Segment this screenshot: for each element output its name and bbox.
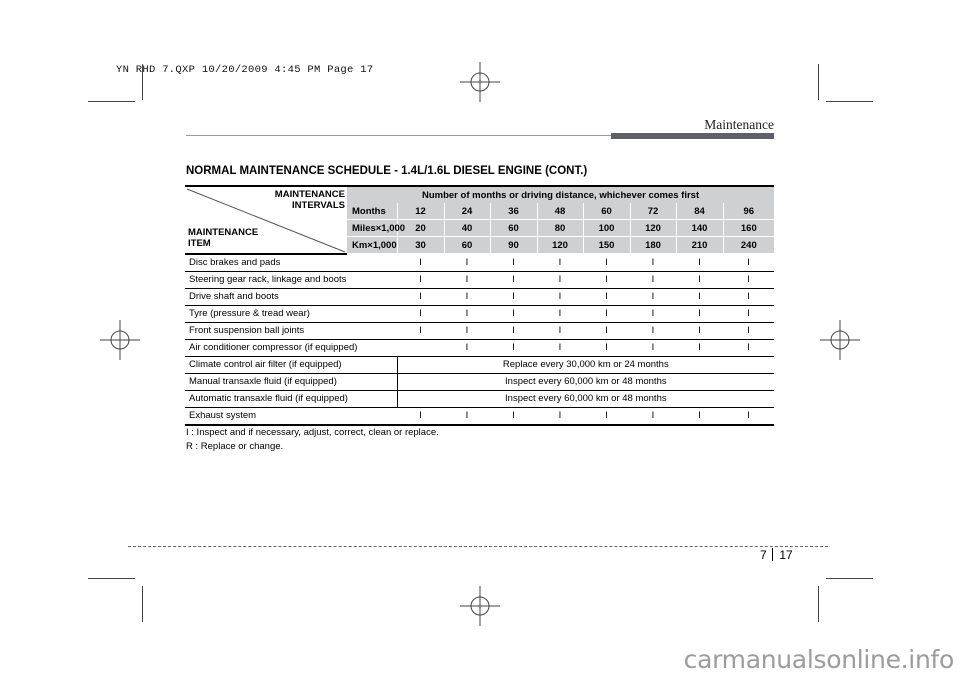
item-name: Tyre (pressure & tread wear): [185, 305, 397, 322]
miles-header-cell: 160: [723, 220, 774, 237]
corner-item-label: MAINTENANCE ITEM: [188, 226, 259, 249]
miles-header-cell: 80: [537, 220, 583, 237]
item-name: Automatic transaxle fluid (if equipped): [185, 390, 397, 407]
months-header-cell: 84: [676, 203, 723, 220]
interval-cell: I: [676, 339, 723, 356]
registration-mark-icon: [100, 320, 140, 360]
interval-cell: I: [676, 305, 723, 322]
table-title: NORMAL MAINTENANCE SCHEDULE - 1.4L/1.6L DIESEL ENGINE (CONT.): [186, 165, 588, 177]
interval-cell: I: [676, 254, 723, 272]
interval-cell: I: [490, 407, 537, 425]
km-header-cell: 150: [583, 237, 630, 254]
table-row: [185, 373, 774, 390]
interval-cell: I: [444, 271, 490, 288]
interval-cell: I: [676, 271, 723, 288]
item-name: Manual transaxle fluid (if equipped): [185, 373, 397, 390]
registration-mark-icon: [460, 586, 500, 626]
crop-mark: [826, 101, 873, 102]
table-row: [185, 254, 774, 272]
miles-header-cell: 120: [630, 220, 676, 237]
interval-cell: I: [537, 254, 583, 272]
interval-cell: I: [723, 288, 774, 305]
interval-cell: I: [723, 271, 774, 288]
km-label: Km×1,000: [347, 237, 397, 254]
km-header-cell: 90: [490, 237, 537, 254]
crop-mark: [88, 101, 135, 102]
interval-cell: I: [490, 305, 537, 322]
legend-item: I : Inspect and if necessary, adjust, correct, clean or replace.: [186, 427, 439, 438]
item-name: Front suspension ball joints: [185, 322, 397, 339]
page-separator: [772, 548, 773, 561]
interval-cell: I: [723, 322, 774, 339]
interval-cell: I: [444, 407, 490, 425]
miles-header-cell: 40: [444, 220, 490, 237]
legend-item: R : Replace or change.: [186, 441, 284, 452]
interval-cell: I: [444, 322, 490, 339]
table-row: [185, 271, 774, 288]
item-name: Air conditioner compressor (if equipped): [185, 339, 397, 356]
interval-cell: I: [397, 271, 444, 288]
interval-cell: I: [537, 407, 583, 425]
interval-cell: I: [397, 288, 444, 305]
item-name: Drive shaft and boots: [185, 288, 397, 305]
months-header-cell: 72: [630, 203, 676, 220]
table-row: [185, 322, 774, 339]
months-label: Months: [347, 203, 397, 220]
interval-cell: I: [676, 322, 723, 339]
interval-cell: I: [490, 288, 537, 305]
interval-cell: I: [630, 305, 676, 322]
km-header-cell: 240: [723, 237, 774, 254]
interval-cell: I: [537, 339, 583, 356]
interval-cell: I: [397, 254, 444, 272]
months-header-cell: 60: [583, 203, 630, 220]
interval-cell: I: [676, 407, 723, 425]
km-header-cell: 60: [444, 237, 490, 254]
interval-cell: I: [676, 288, 723, 305]
table-row: [185, 356, 774, 373]
interval-cell: I: [490, 271, 537, 288]
km-header-cell: 210: [676, 237, 723, 254]
interval-note: Inspect every 60,000 km or 48 months: [397, 390, 774, 407]
page-chapter: 7: [760, 548, 767, 562]
table-row: [185, 288, 774, 305]
table-row: [185, 407, 774, 425]
crop-mark: [818, 586, 819, 622]
interval-cell: I: [537, 305, 583, 322]
interval-cell: I: [723, 305, 774, 322]
registration-mark-icon: [820, 320, 860, 360]
interval-cell: I: [397, 305, 444, 322]
interval-cell: I: [490, 322, 537, 339]
km-header-cell: 120: [537, 237, 583, 254]
interval-cell: I: [537, 271, 583, 288]
months-header-cell: 96: [723, 203, 774, 220]
miles-header-cell: 20: [397, 220, 444, 237]
interval-cell: I: [630, 288, 676, 305]
section-bar: [611, 133, 774, 139]
legend: [186, 426, 439, 454]
crop-mark: [818, 64, 819, 100]
miles-header-cell: 60: [490, 220, 537, 237]
months-header-cell: 36: [490, 203, 537, 220]
crop-mark: [142, 586, 143, 622]
interval-cell: I: [397, 322, 444, 339]
interval-cell: I: [630, 322, 676, 339]
interval-cell: [397, 339, 444, 356]
interval-cell: I: [537, 322, 583, 339]
interval-cell: I: [444, 339, 490, 356]
table-row: [185, 390, 774, 407]
section-title: Maintenance: [704, 117, 774, 132]
page-number: [760, 548, 793, 562]
crop-mark: [88, 578, 135, 579]
registration-mark-icon: [460, 62, 500, 102]
interval-cell: I: [630, 407, 676, 425]
table-row: [185, 305, 774, 322]
interval-cell: I: [583, 407, 630, 425]
section-rule: [186, 135, 611, 136]
file-header: YN RHD 7.QXP 10/20/2009 4:45 PM Page 17: [116, 64, 374, 76]
interval-cell: I: [490, 339, 537, 356]
maintenance-schedule-table: [185, 185, 774, 426]
miles-header-cell: 140: [676, 220, 723, 237]
table-row: [185, 339, 774, 356]
interval-cell: I: [397, 407, 444, 425]
interval-cell: I: [583, 305, 630, 322]
interval-cell: I: [583, 254, 630, 272]
crop-mark: [826, 578, 873, 579]
interval-cell: I: [490, 254, 537, 272]
miles-header-cell: 100: [583, 220, 630, 237]
months-header-cell: 24: [444, 203, 490, 220]
watermark: carmanualsonline.info: [683, 645, 954, 674]
interval-cell: I: [723, 339, 774, 356]
km-header-cell: 180: [630, 237, 676, 254]
interval-cell: I: [723, 407, 774, 425]
km-header-cell: 30: [397, 237, 444, 254]
page-index: 17: [779, 548, 793, 562]
months-header-cell: 12: [397, 203, 444, 220]
interval-cell: I: [444, 288, 490, 305]
interval-cell: I: [630, 271, 676, 288]
interval-note: Inspect every 60,000 km or 48 months: [397, 373, 774, 390]
interval-cell: I: [444, 305, 490, 322]
item-name: Exhaust system: [185, 407, 397, 425]
interval-cell: I: [583, 288, 630, 305]
header-corner: [185, 186, 347, 254]
item-name: Disc brakes and pads: [185, 254, 397, 272]
interval-cell: I: [630, 339, 676, 356]
interval-cell: I: [723, 254, 774, 272]
corner-intervals-label: MAINTENANCE INTERVALS: [274, 189, 345, 211]
interval-cell: I: [537, 288, 583, 305]
interval-cell: I: [583, 322, 630, 339]
interval-cell: I: [583, 339, 630, 356]
header-top: Number of months or driving distance, whichever comes first: [347, 186, 774, 203]
item-name: Climate control air filter (if equipped): [185, 356, 397, 373]
interval-cell: I: [444, 254, 490, 272]
item-name: Steering gear rack, linkage and boots: [185, 271, 397, 288]
interval-cell: I: [630, 254, 676, 272]
interval-cell: I: [583, 271, 630, 288]
months-header-cell: 48: [537, 203, 583, 220]
interval-note: Replace every 30,000 km or 24 months: [397, 356, 774, 373]
footer-rule: [128, 546, 828, 547]
miles-label: Miles×1,000: [347, 220, 397, 237]
